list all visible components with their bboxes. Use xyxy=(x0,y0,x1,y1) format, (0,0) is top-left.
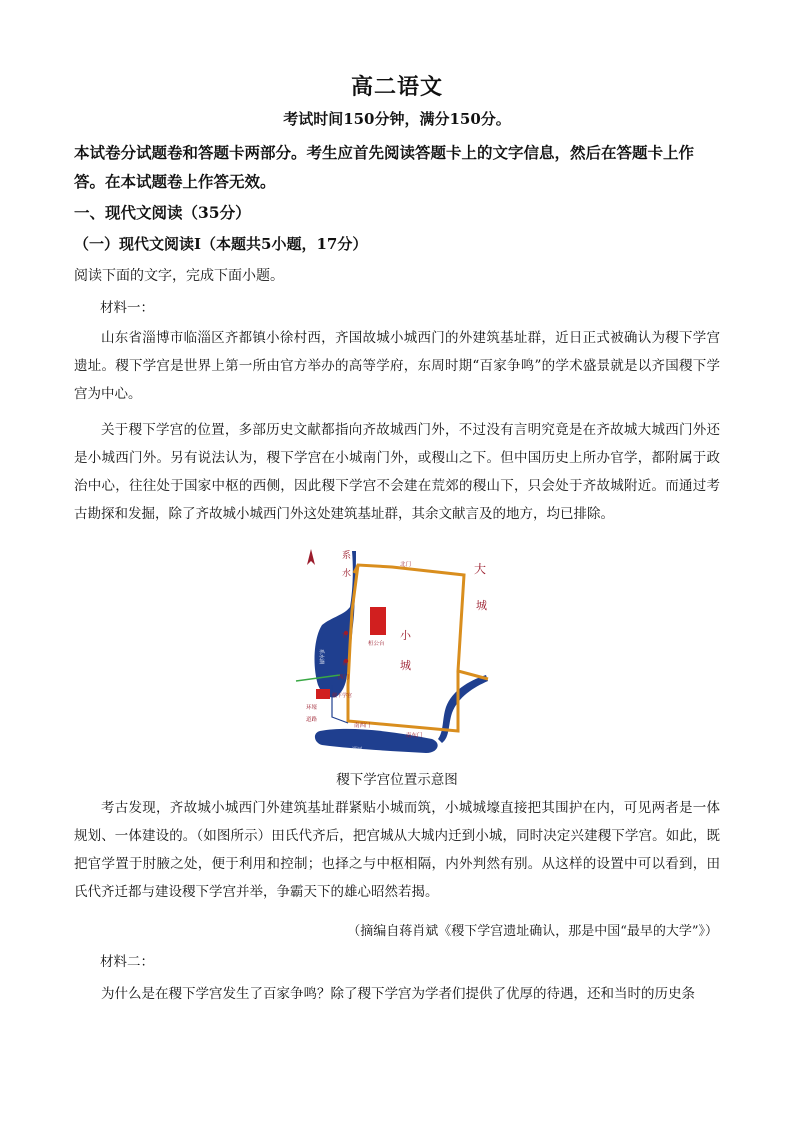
page-title: 高二语文 xyxy=(350,74,443,100)
map-label-north-gate: 北门 xyxy=(400,562,412,568)
exam-instructions: 本试卷分试题卷和答题卡两部分。考生应首先阅读答题卡上的文字信息，然后在答题卡上作答。在本试题卷上作答无效。 xyxy=(74,143,695,191)
material1-paragraph-1: 山东省淄博市临淄区齐都镇小徐村西，齐国故城小城西门的外建筑基址群，近日正式被确认为稷下学宫遗址。稷下学宫是世界上第一所由官方举办的高等学府，东周时期“百家争鸣”的学术盛景就是以齐国稷下学宫为中心。 xyxy=(74,330,720,402)
material1-label: 材料一： xyxy=(100,300,154,316)
section-heading: 一、现代文阅读（35分） xyxy=(74,203,251,222)
material2-paragraph-1: 为什么是在稷下学宫发生了百家争鸣？除了稷下学宫为学者们提供了优厚的待遇，还和当时的历史条 xyxy=(101,986,695,1002)
map-label-quan: 泉 xyxy=(342,661,348,667)
map-label-xiao: 小 xyxy=(400,629,411,642)
map-caption: 稷下学宫位置示意图 xyxy=(336,772,458,788)
map-label-south-west-gate: 南西门 xyxy=(354,723,371,729)
map-label-gong: 宫 xyxy=(342,633,348,639)
map-label-pond: 系水湖 xyxy=(318,649,324,665)
map-label-xi: 系 xyxy=(342,551,352,561)
map-label-road: 道路 xyxy=(306,717,318,723)
map-label-west-gate: 西门 xyxy=(338,675,350,681)
material2-label: 材料二： xyxy=(100,954,154,970)
map-label-south-east-gate: 南东门 xyxy=(406,733,423,739)
small-city-wall xyxy=(348,565,458,731)
north-arrow-icon xyxy=(307,549,315,565)
map-label-da: 大 xyxy=(474,562,487,576)
subsection-heading: （一）现代文阅读Ⅰ（本题共5小题，17分） xyxy=(74,235,368,253)
map-label-moat: 环壕 xyxy=(306,705,318,711)
map-label-jixia: 稷下学宫 xyxy=(332,693,353,699)
material1-paragraph-2: 关于稷下学宫的位置，多部历史文献都指向齐故城西门外，不过没有言明究竟是在齐故城大城西门外还是小城西门外。另有说法认为，稷下学宫在小城南门外，或稷山之下。但中国历史上所办官学，都附属于政治中心，往往处于国家中枢的西侧，因此稷下学宫不会建在荒郊的稷山下，只会处于齐故城附近。而通过考古勘探和发掘，除了齐故城小城西门外这处建筑基址群，其余文献言及的地方，均已排除。 xyxy=(74,422,720,522)
map-label-lake: 淄河 xyxy=(352,747,363,753)
map-label-big-city: 城 xyxy=(476,599,487,612)
map-label-huangong: 桓公台 xyxy=(368,641,385,647)
exam-time-note: 考试时间150分钟，满分150分。 xyxy=(283,110,511,128)
east-river xyxy=(438,675,488,743)
reading-lead: 阅读下面的文字，完成下面小题。 xyxy=(74,268,284,284)
huangong-platform-marker xyxy=(370,607,386,635)
map-label-shui: 水 xyxy=(342,569,352,579)
map-label-small-city: 城 xyxy=(400,659,411,672)
material1-source: （摘编自蒋肖斌《稷下学宫遗址确认，那是中国“最早的大学”》） xyxy=(347,924,718,939)
material1-paragraph-3: 考古发现，齐故城小城西门外建筑基址群紧贴小城而筑，小城城壕直接把其围护在内，可见两者是一体规划、一体建设的。（如图所示）田氏代齐后，把宫城从大城内迁到小城，同时决定兴建稷下学宫。如此，既把官学置于肘腋之处，便于利用和控制；也择之与中枢相隔，内外判然有别。从这样的设置中可以看到，田氏代齐迁都与建设稷下学宫并举，争霸天下的雄心昭然若揭。 xyxy=(74,800,720,900)
jixia-academy-marker xyxy=(316,689,330,699)
jixia-location-map xyxy=(292,545,502,763)
